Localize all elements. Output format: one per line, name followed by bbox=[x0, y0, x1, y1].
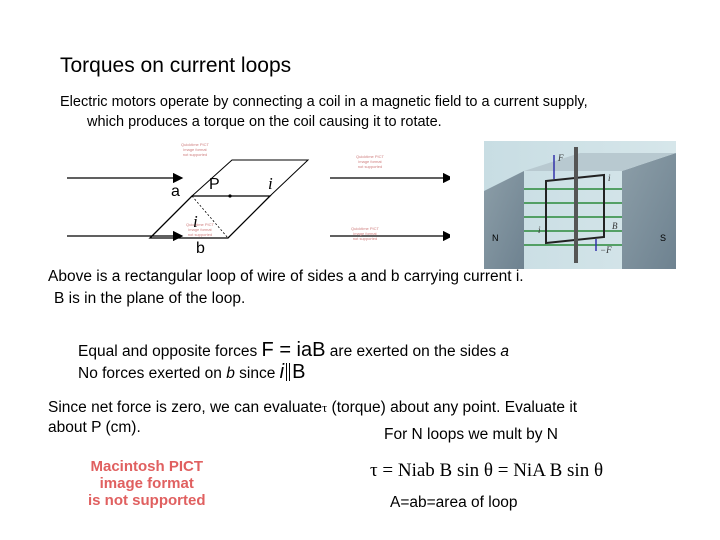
label-i-left: i bbox=[538, 225, 541, 235]
intro-line-1: Electric motors operate by connecting a coil in a magnetic field to a current supply, bbox=[60, 94, 588, 110]
pict-placeholder-4: Quicktime PICT image format not supported bbox=[350, 226, 379, 241]
page-title: Torques on current loops bbox=[60, 54, 292, 77]
intro-line-2: which produces a torque on the coil causing it to rotate. bbox=[87, 114, 442, 130]
label-F-top: F bbox=[558, 153, 564, 163]
tau-symbol: τ bbox=[321, 400, 328, 415]
magnet-south bbox=[622, 153, 676, 269]
intro-text bbox=[60, 92, 588, 132]
net-force-line-2: about P (cm). bbox=[48, 419, 141, 436]
n-loops-text: For N loops we mult by N bbox=[384, 426, 558, 443]
label-b: b bbox=[196, 240, 205, 257]
forces-text bbox=[78, 340, 509, 384]
label-P: P bbox=[209, 176, 220, 193]
pict-placeholder-3: Quicktime PICT image format not supported bbox=[185, 222, 214, 237]
net-force-line-1: Since net force is zero, we can evaluateτ (torque) about any point. Evaluate it bbox=[48, 399, 578, 416]
label-i-bottom: i bbox=[193, 212, 198, 231]
pict-placeholder-1: Quicktime PICT image format not supported bbox=[180, 142, 209, 157]
force-formula: F = iaB bbox=[261, 339, 326, 361]
parallel-expression: i B bbox=[279, 361, 306, 383]
motor-illustration bbox=[484, 141, 676, 269]
loop-description-line-2: B is in the plane of the loop. bbox=[54, 290, 246, 307]
parallel-symbol bbox=[286, 363, 290, 381]
label-N: N bbox=[492, 233, 499, 243]
loop-description bbox=[48, 266, 524, 310]
pict-placeholder-2: Quicktime PICT image format not supported bbox=[355, 154, 384, 169]
label-i-top: i bbox=[268, 174, 273, 193]
area-equation: A=ab=area of loop bbox=[390, 494, 518, 511]
pict-placeholder-large: Macintosh PICT image format is not supported bbox=[88, 458, 206, 509]
label-i-right: i bbox=[608, 173, 611, 183]
forces-line-1: Equal and opposite forces F = iaB are exerted on the sides a bbox=[78, 339, 510, 361]
label-a: a bbox=[171, 183, 180, 200]
point-P-marker bbox=[228, 194, 231, 197]
forces-line-2: No forces exerted on b since i B bbox=[78, 361, 306, 383]
loop-description-line-1: Above is a rectangular loop of wire of sides a and b carrying current i. bbox=[48, 268, 524, 285]
label-B: B bbox=[612, 221, 618, 231]
label-S: S bbox=[660, 233, 667, 243]
label-F-bottom: −F bbox=[600, 245, 612, 255]
torque-equation: τ = Niab B sin θ = NiA B sin θ bbox=[370, 460, 604, 481]
